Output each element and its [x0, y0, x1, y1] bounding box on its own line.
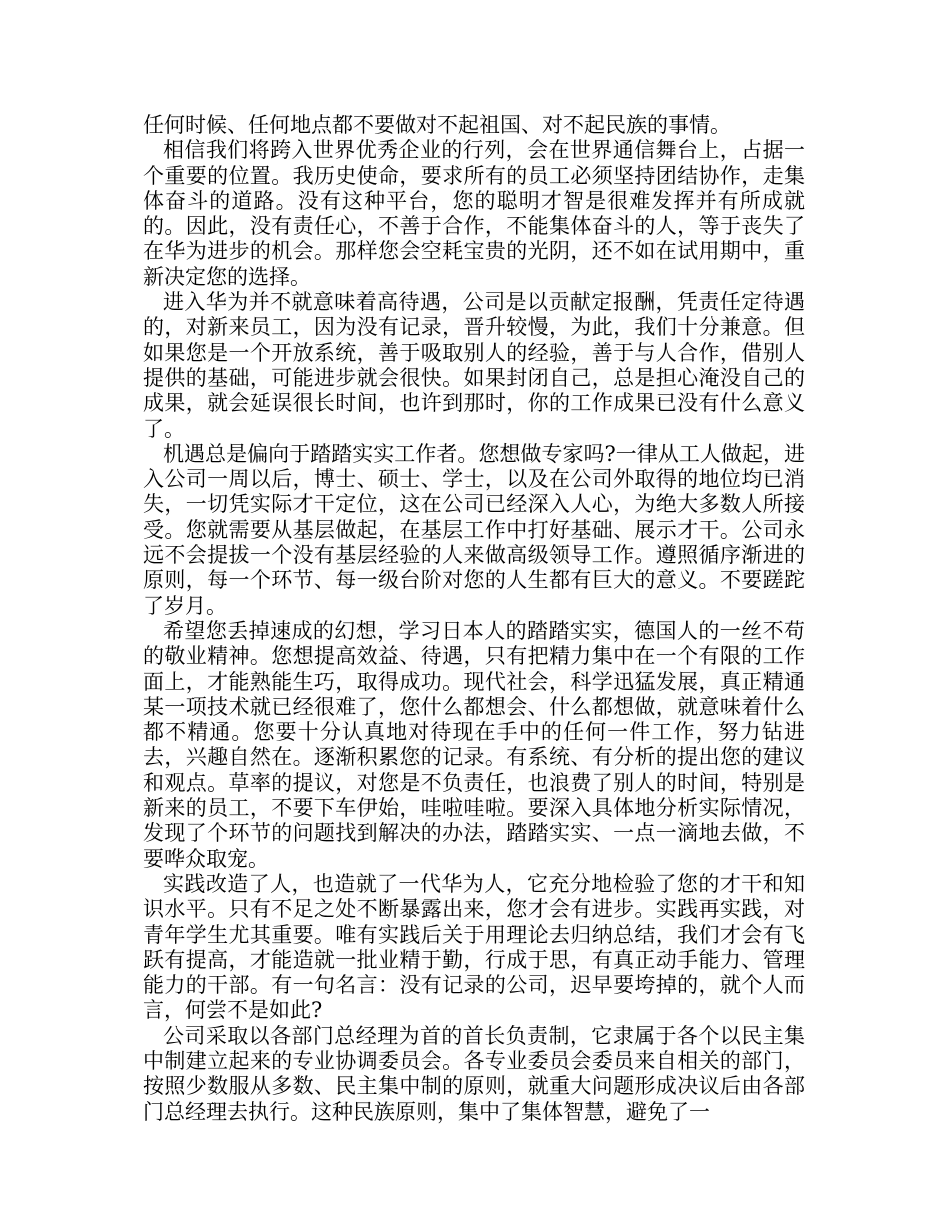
paragraph: 希望您丢掉速成的幻想，学习日本人的踏踏实实，德国人的一丝不苟的敬业精神。您想提高效益、待遇，只有把精力集中在一个有限的工作面上，才能熟能生巧，取得成功。现代社会，科学迅猛发展，真正精通某一项技术就已经很难了，您什么都想会、什么都想做，就意味着什么都不精通。您要十分认真地对待现在手中的任何一件工作，努力钻进去，兴趣自然在。逐渐积累您的记录。有系统、有分析的提出您的建议和观点。草率的提议，对您是不负责任，也浪费了别人的时间，特别是新来的员工，不要下车伊始，哇啦哇啦。要深入具体地分析实际情况，发现了个环节的问题找到解决的办法，踏踏实实、一点一滴地去做，不要哗众取宠。 — [143, 618, 805, 871]
paragraph: 相信我们将跨入世界优秀企业的行列，会在世界通信舞台上，占据一个重要的位置。我历史使命，要求所有的员工必须坚持团结协作，走集体奋斗的道路。没有这种平台，您的聪明才智是很难发挥并有所成就的。因此，没有责任心，不善于合作，不能集体奋斗的人，等于丧失了在华为进步的机会。那样您会空耗宝贵的光阴，还不如在试用期中，重新决定您的选择。 — [143, 138, 805, 289]
document-body — [143, 113, 805, 1125]
paragraph: 机遇总是偏向于踏踏实实工作者。您想做专家吗?一律从工人做起，进入公司一周以后，博士、硕士、学士，以及在公司外取得的地位均已消失，一切凭实际才干定位，这在公司已经深入人心，为绝大多数人所接受。您就需要从基层做起，在基层工作中打好基础、展示才干。公司永远不会提拔一个没有基层经验的人来做高级领导工作。遵照循序渐进的原则，每一个环节、每一级台阶对您的人生都有巨大的意义。不要蹉跎了岁月。 — [143, 441, 805, 618]
paragraph: 进入华为并不就意味着高待遇，公司是以贡献定报酬，凭责任定待遇的，对新来员工，因为没有记录，晋升较慢，为此，我们十分兼意。但如果您是一个开放系统，善于吸取别人的经验，善于与人合作，借别人提供的基础，可能进步就会很快。如果封闭自己，总是担心淹没自己的成果，就会延误很长时间，也许到那时，你的工作成果已没有什么意义了。 — [143, 290, 805, 441]
paragraph: 实践改造了人，也造就了一代华为人，它充分地检验了您的才干和知识水平。只有不足之处不断暴露出来，您才会有进步。实践再实践，对青年学生尤其重要。唯有实践后关于用理论去归纳总结，我们才会有飞跃有提高，才能造就一批业精于勤，行成于思，有真正动手能力、管理能力的干部。有一句名言：没有记录的公司，迟早要垮掉的，就个人而言，何尝不是如此? — [143, 871, 805, 1023]
paragraph: 公司采取以各部门总经理为首的首长负责制，它隶属于各个以民主集中制建立起来的专业协调委员会。各专业委员会委员来自相关的部门，按照少数服从多数、民主集中制的原则，就重大问题形成决议后由各部门总经理去执行。这种民族原则，集中了集体智慧，避免了一 — [143, 1023, 805, 1124]
paragraph: 任何时候、任何地点都不要做对不起祖国、对不起民族的事情。 — [143, 113, 731, 137]
